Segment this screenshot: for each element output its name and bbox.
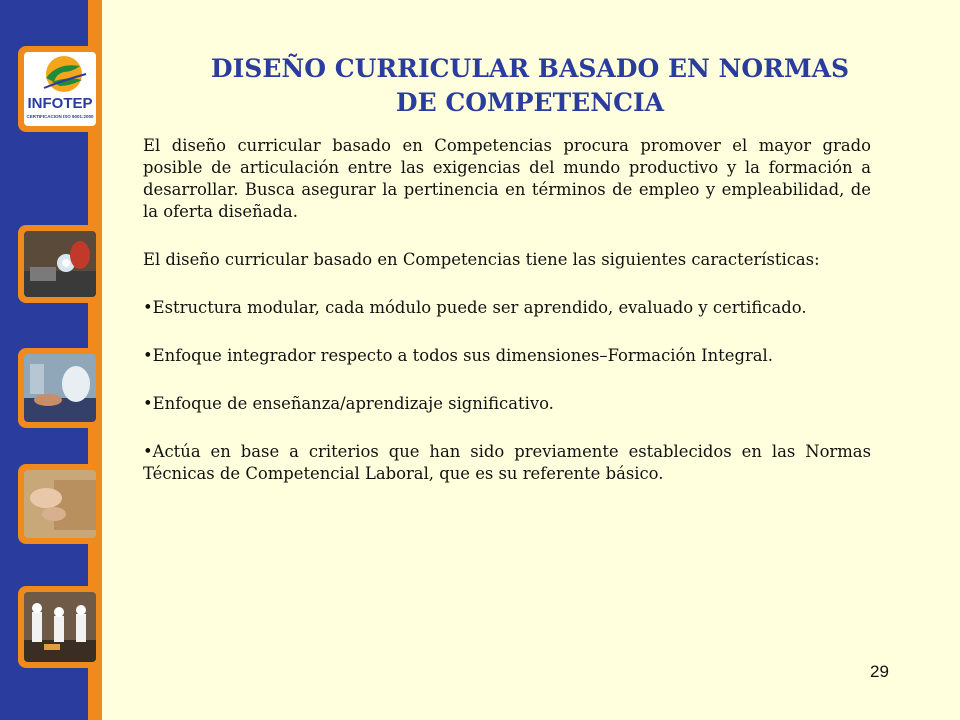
workshop-photo-icon	[24, 354, 96, 422]
title-line-2: DE COMPETENCIA	[395, 88, 665, 117]
intro-paragraph: El diseño curricular basado en Competencias procura promover el mayor grado posible de articulación entre las exigencias del mundo productivo y la formación a desarrollar. Busca asegurar la pertinencia en términos de empleo y empleabilidad, de la oferta diseñada.	[143, 136, 871, 221]
workshop-photo	[24, 354, 96, 422]
title-line-1: DISEÑO CURRICULAR BASADO EN NORMAS	[210, 54, 850, 83]
slide-title	[130, 52, 930, 120]
hands-photo-icon	[24, 470, 96, 538]
kitchen-photo-icon	[24, 592, 96, 662]
photo-tile-workshop	[18, 348, 102, 428]
logo-wordmark: INFOTEP	[27, 95, 93, 112]
bullet-item-1: •Estructura modular, cada módulo puede ser aprendido, evaluado y certificado.	[143, 298, 807, 317]
logo-tagline: CERTIFICACION ISO 9001:2000	[26, 114, 94, 119]
photo-tile-kitchen	[18, 586, 102, 668]
photo-tile-hands	[18, 464, 102, 544]
photo-tile-welding	[18, 225, 102, 303]
welding-photo	[24, 231, 96, 297]
kitchen-photo	[24, 592, 96, 662]
logo-tile	[18, 46, 102, 132]
welding-photo-icon	[24, 231, 96, 297]
page-number: 29	[870, 662, 889, 681]
bullet-item-4: •Actúa en base a criterios que han sido previamente establecidos en las Normas Técnicas de Competencial Laboral, que es su referente básico.	[143, 442, 871, 483]
bullet-item-2: •Enfoque integrador respecto a todos sus dimensiones–Formación Integral.	[143, 346, 773, 365]
slide-body	[143, 135, 871, 485]
hands-photo	[24, 470, 96, 538]
bullet-item-3: •Enfoque de enseñanza/aprendizaje significativo.	[143, 394, 554, 413]
logo-graphic-icon	[24, 52, 96, 126]
characteristics-intro: El diseño curricular basado en Competencias tiene las siguientes características:	[143, 250, 820, 269]
infotep-logo	[24, 52, 96, 126]
